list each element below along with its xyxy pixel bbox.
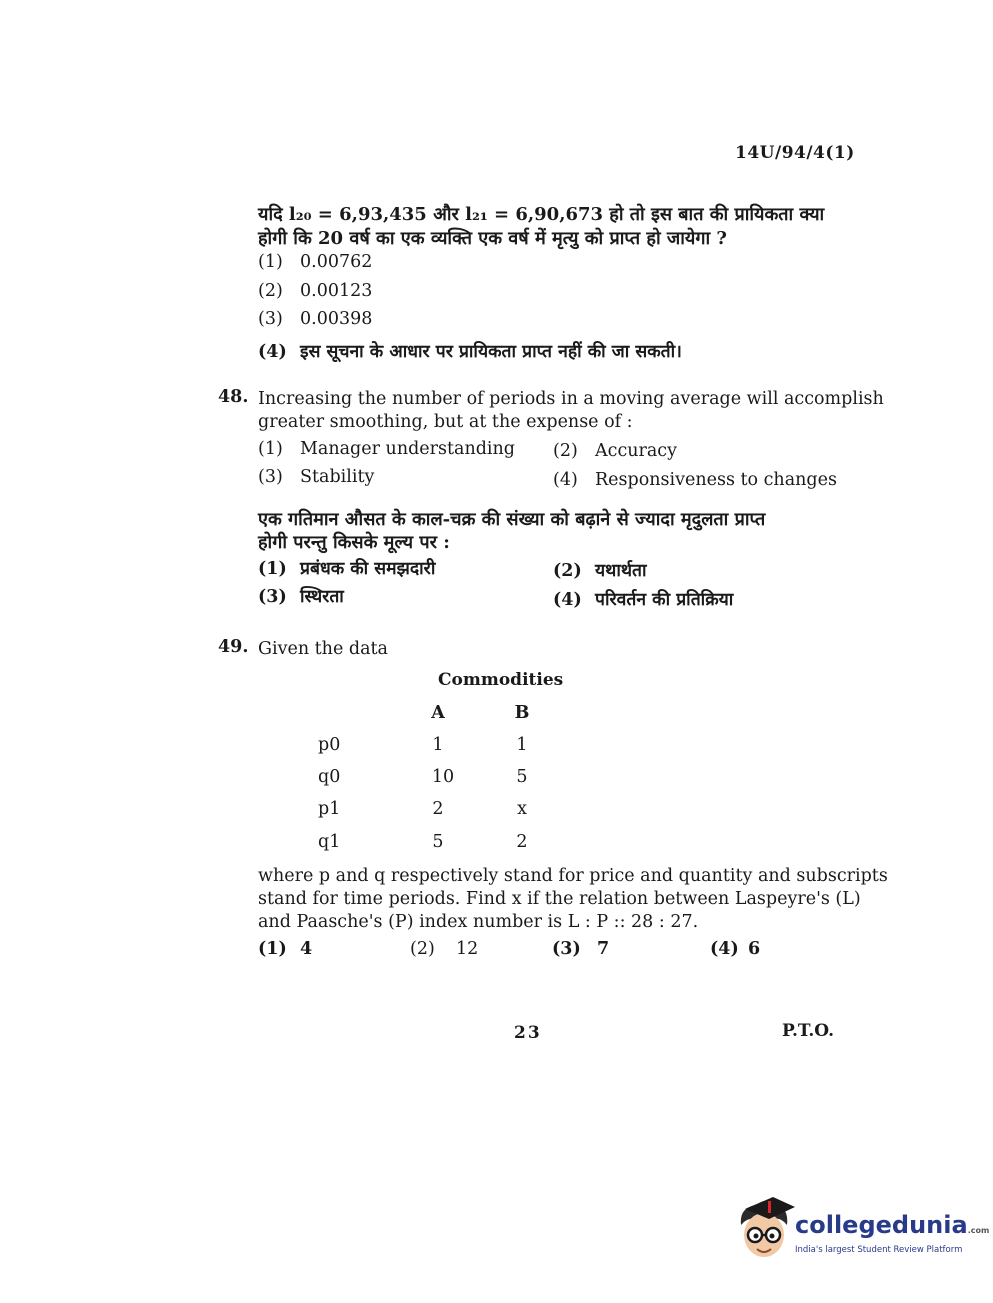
q48-line1: Increasing the number of periods in a moving average will accomplish [258, 389, 884, 409]
option-number: (2) [258, 281, 283, 301]
option-number: (2) [553, 561, 582, 581]
option-text: 0.00398 [300, 309, 373, 329]
option-text: 4 [300, 939, 313, 959]
option-text: 6 [748, 939, 761, 959]
option-text: प्रबंधक की समझदारी [300, 559, 436, 579]
table-cell: 5 [432, 832, 444, 852]
option-number: (3) [258, 467, 283, 487]
column-header-a: A [431, 703, 445, 723]
option-text: स्थिरता [300, 587, 344, 607]
option-number: (1) [258, 559, 287, 579]
table-cell: 2 [516, 832, 528, 852]
option-number: (1) [258, 439, 283, 459]
collegedunia-logo [735, 1195, 990, 1270]
table-cell: 1 [516, 735, 528, 755]
option-number: (3) [552, 939, 581, 959]
logo-name: collegedunia [795, 1211, 968, 1239]
q49-line1: where p and q respectively stand for price and quantity and subscripts [258, 866, 888, 886]
option-text: 12 [456, 939, 479, 959]
option-number: (2) [410, 939, 435, 959]
q48-hindi-option-1 [258, 557, 435, 581]
q48-option-2 [553, 441, 677, 461]
q49-option-4 [710, 939, 760, 959]
logo-suffix: .com [967, 1226, 990, 1235]
option-number: (3) [258, 587, 287, 607]
page-number: 23 [514, 1023, 542, 1043]
q47-hindi-line1: यदि l₂₀ = 6,93,435 और l₂₁ = 6,90,673 हो तो इस बात की प्रायिकता क्या [258, 204, 825, 225]
pto-label: P.T.O. [782, 1021, 834, 1041]
q48-line2: greater smoothing, but at the expense of : [258, 412, 633, 432]
option-number: (1) [258, 252, 283, 272]
option-text: Accuracy [595, 441, 677, 461]
paper-code: 14U/94/4(1) [735, 143, 855, 163]
q47-hindi-line2: होगी कि 20 वर्ष का एक व्यक्ति एक वर्ष में मृत्यु को प्राप्त हो जायेगा ? [258, 228, 727, 249]
option-text: यथार्थता [595, 561, 647, 581]
q48-hindi-line2: होगी परन्तु किसके मूल्य पर : [258, 532, 450, 553]
q48-hindi-line1: एक गतिमान औसत के काल-चक्र की संख्या को बढ़ाने से ज्यादा मृदुलता प्राप्त [258, 509, 766, 530]
option-text: परिवर्तन की प्रतिक्रिया [595, 590, 734, 610]
q49-line2: stand for time periods. Find x if the relation between Laspeyre's (L) [258, 889, 861, 909]
table-cell: x [517, 799, 527, 819]
table-title: Commodities [438, 670, 564, 690]
option-text: Manager understanding [300, 439, 515, 459]
option-text: 0.00123 [300, 281, 373, 301]
q48-hindi-option-4 [553, 588, 733, 612]
row-label: q0 [318, 767, 341, 787]
row-label: p1 [318, 799, 341, 819]
table-cell: 2 [432, 799, 444, 819]
q48-hindi-option-3 [258, 585, 344, 609]
logo-tagline: India's largest Student Review Platform [795, 1245, 963, 1255]
q48-option-4 [553, 470, 837, 490]
option-number: (4) [553, 590, 582, 610]
option-number: (1) [258, 939, 287, 959]
row-label: q1 [318, 832, 341, 852]
table-cell: 1 [432, 735, 444, 755]
row-label: p0 [318, 735, 341, 755]
q49-intro: Given the data [258, 639, 388, 659]
q48-number: 48. [218, 387, 249, 407]
q47-option-1 [258, 252, 372, 272]
table-cell: 10 [431, 767, 455, 787]
option-text: 7 [597, 939, 610, 959]
mascot-icon [735, 1195, 795, 1267]
q48-option-3 [258, 467, 374, 487]
column-header-b: B [514, 703, 530, 723]
option-number: (3) [258, 309, 283, 329]
option-text: Stability [300, 467, 375, 487]
logo-wordmark [795, 1211, 989, 1239]
option-text: 0.00762 [300, 252, 373, 272]
q49-option-2 [410, 939, 478, 959]
option-text: Responsiveness to changes [595, 470, 837, 490]
q49-option-3 [552, 939, 609, 959]
q47-option-4 [258, 339, 682, 363]
table-cell: 5 [516, 767, 528, 787]
option-number: (2) [553, 441, 578, 461]
q49-number: 49. [218, 637, 249, 657]
option-number: (4) [710, 939, 739, 959]
option-number: (4) [553, 470, 578, 490]
q49-option-1 [258, 939, 312, 959]
q47-option-2 [258, 281, 372, 301]
option-number: (4) [258, 342, 287, 362]
option-text: इस सूचना के आधार पर प्रायिकता प्राप्त नहीं की जा सकती। [300, 342, 682, 362]
q49-line3: and Paasche's (P) index number is L : P :: 28 : 27. [258, 912, 699, 932]
q48-option-1 [258, 439, 515, 459]
q48-hindi-option-2 [553, 559, 647, 583]
q47-option-3 [258, 309, 372, 329]
